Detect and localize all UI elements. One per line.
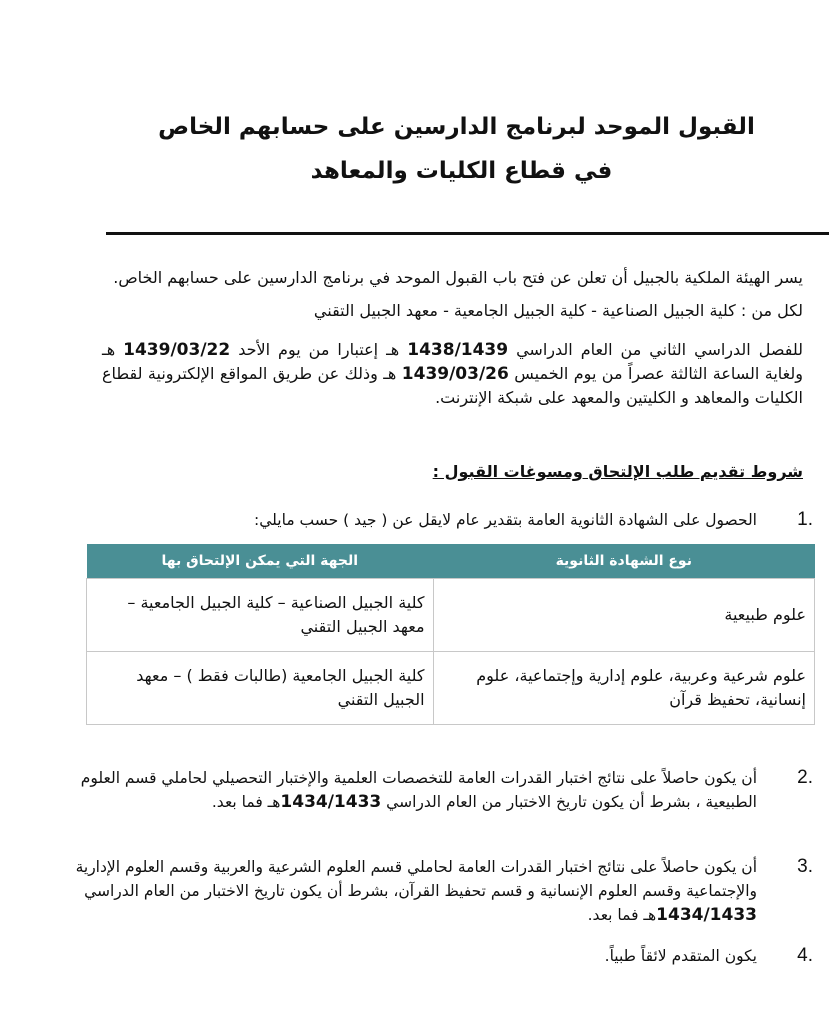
condition-item-2 [34,766,813,814]
condition-text: يكون المتقدم لائقاً طبياً. [604,947,757,965]
condition-number: .4 [797,945,813,966]
intro-paragraph-dates [102,338,803,409]
condition-item-4 [34,944,813,968]
start-date: 1439/03/22 [123,340,231,360]
academic-year: 1438/1439 [407,340,509,360]
end-date: 1439/03/26 [401,364,509,384]
condition-item-3 [34,855,813,927]
table-header-row [87,544,815,579]
condition-text [34,766,757,814]
intro-paragraph-announcement: يسر الهيئة الملكية بالجبيل أن تعلن عن فتح باب القبول الموحد في برنامج الدارسين على حسابهم الخاص. [113,268,803,287]
dates-text-a: للفصل الدراسي الثاني من العام الدراسي [508,340,804,359]
document-title-line-2: في قطاع الكليات والمعاهد [310,158,613,184]
test-year: 1434/1433 [656,905,757,925]
table-cell-destination: كلية الجبيل الصناعية – كلية الجبيل الجامعية – معهد الجبيل التقني [87,579,434,652]
certificate-table [86,544,815,725]
condition-text-b: هـ فما بعد. [211,793,281,811]
test-year: 1434/1433 [280,792,382,812]
dates-text-d: هـ وذلك عن طريق المواقع الإلكترونية لقطاع الكليات والمعاهد و الكليتين والمعهد على شبكة الإنترنت. [102,364,803,407]
conditions-heading: شروط تقديم طلب الإلتحاق ومسوغات القبول : [432,462,803,481]
condition-text [34,855,757,927]
table-cell-type: علوم طبيعية [433,579,814,652]
dates-text-c: هـ ولغاية الساعة الثالثة عصراً من يوم الخميس [102,340,804,383]
dates-text-b: هـ إعتبارا من يوم الأحد [230,340,408,359]
condition-number: .3 [797,856,813,877]
condition-number: .1 [797,509,813,530]
condition-text: الحصول على الشهادة الثانوية العامة بتقدير عام لايقل عن ( جيد ) حسب مايلي: [254,511,757,529]
table-cell-destination: كلية الجبيل الجامعية (طالبات فقط ) – معهد الجبيل التقني [87,652,434,725]
table-row [87,579,815,652]
table-header-certificate-type: نوع الشهادة الثانوية [433,544,814,579]
condition-text-a: أن يكون حاصلاً على نتائج اختبار القدرات العامة للتخصصات العلمية والإختبار التحصيلي لحاملي قسم العلوم الطبيعية ، بشرط أن يكون تاريخ الاختبار من العام الدراسي [80,769,757,811]
title-divider [106,232,829,235]
table-header-destination: الجهة التي يمكن الإلتحاق بها [87,544,434,579]
condition-item-1 [200,508,813,532]
document-title-line-1: القبول الموحد لبرنامج الدارسين على حسابهم الخاص [158,114,755,140]
condition-number: .2 [797,767,813,788]
table-row [87,652,815,725]
table-cell-type: علوم شرعية وعربية، علوم إدارية وإجتماعية، علوم إنسانية، تحفيظ قرآن [433,652,814,725]
condition-text-a: أن يكون حاصلاً على نتائج اختبار القدرات العامة لحاملي قسم العلوم الشرعية والعربية وقسم العلوم الإدارية والإجتماعية وقسم العلوم الإنسانية و قسم تحفيظ القرآن، بشرط أن يكون تاريخ الاختبار من العام الدراسي [75,858,757,900]
intro-paragraph-institutions: لكل من : كلية الجبيل الصناعية - كلية الجبيل الجامعية - معهد الجبيل التقني [313,301,803,320]
condition-text-b: هـ فما بعد. [587,906,657,924]
